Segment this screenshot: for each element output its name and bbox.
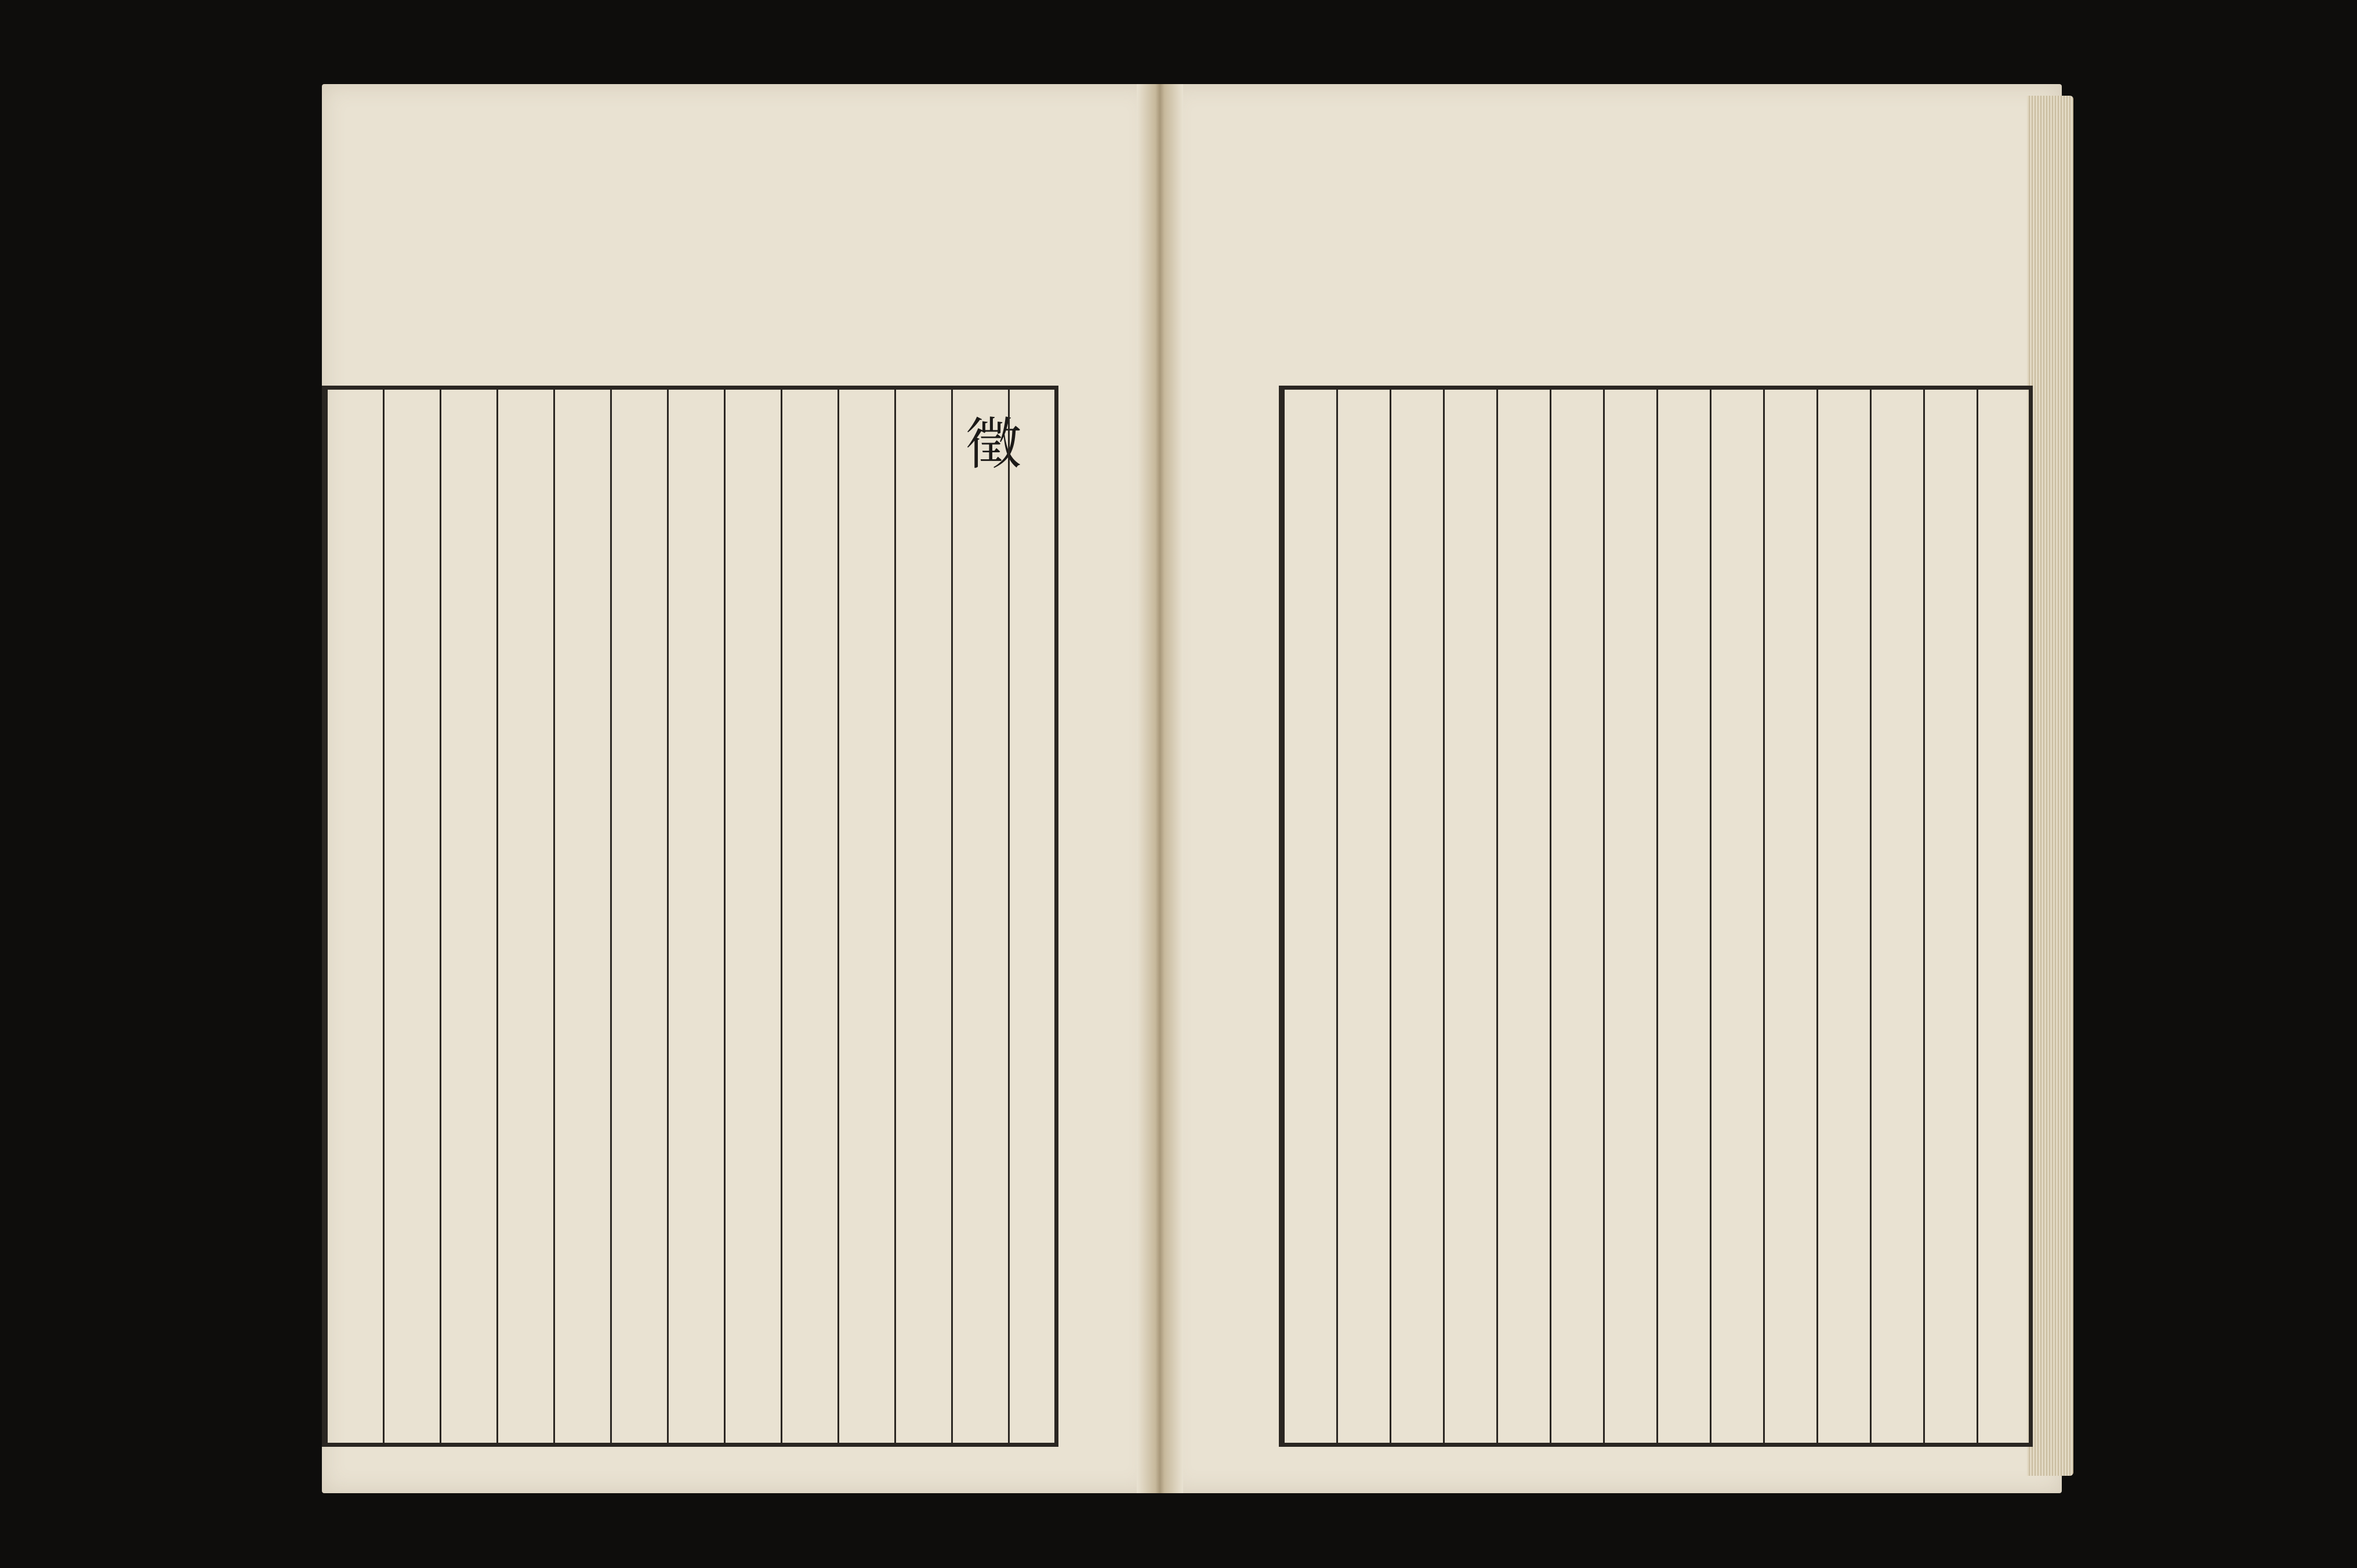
text-column — [1496, 390, 1550, 1443]
title-mark: 徵 — [966, 412, 1021, 477]
text-column — [1550, 390, 1603, 1443]
text-column — [383, 390, 440, 1443]
text-column — [1763, 390, 1816, 1443]
text-column — [1870, 390, 1923, 1443]
text-column — [1816, 390, 1870, 1443]
book-gutter — [1137, 84, 1183, 1493]
text-column — [1336, 390, 1390, 1443]
open-book — [322, 84, 2062, 1505]
text-column — [1710, 390, 1763, 1443]
text-column — [1390, 390, 1443, 1443]
text-column — [553, 390, 610, 1443]
right-text-panel — [1279, 386, 2033, 1447]
text-column — [724, 390, 781, 1443]
text-column — [496, 390, 553, 1443]
text-column — [1008, 390, 1054, 1443]
text-column — [1923, 390, 1977, 1443]
text-column — [1977, 390, 2029, 1443]
text-column — [1603, 390, 1656, 1443]
text-column — [610, 390, 667, 1443]
left-text-panel — [322, 386, 1058, 1447]
text-column — [951, 390, 1008, 1443]
text-column — [326, 390, 383, 1443]
text-column — [1283, 390, 1336, 1443]
text-column — [837, 390, 894, 1443]
page-stack-edge — [2027, 96, 2073, 1476]
text-column — [667, 390, 724, 1443]
text-column — [894, 390, 951, 1443]
text-column — [440, 390, 496, 1443]
text-column — [1656, 390, 1710, 1443]
text-column — [1443, 390, 1496, 1443]
text-column — [781, 390, 837, 1443]
